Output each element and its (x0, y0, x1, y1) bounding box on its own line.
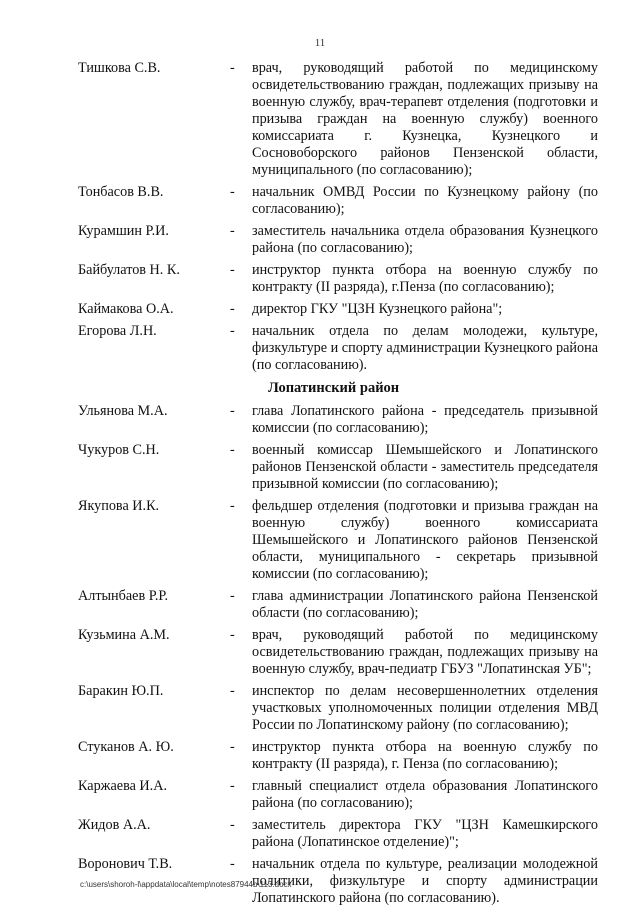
member-position: начальник отдела по культуре, реализации молодежной политики, физкультуре и спорту администрации Лопатинского района (по согласованию). (252, 856, 598, 906)
member-entry (78, 588, 598, 622)
member-name: Жидов А.А. (78, 817, 151, 833)
dash-separator: - (230, 588, 235, 604)
commission-member-list (78, 60, 598, 912)
dash-separator: - (230, 60, 235, 76)
member-position: директор ГКУ "ЦЗН Кузнецкого района"; (252, 301, 503, 317)
member-position: врач, руководящий работой по медицинскому освидетельствованию граждан, подлежащих призыву на военную службу, врач-терапевт отделения (подготовки и призыва граждан на военную службу) военного комиссариата г. Кузнецка, Кузнецкого и Сосновоборского районов Пензенской области, муниципального (по согласованию); (252, 60, 598, 178)
member-name: Байбулатов Н. К. (78, 262, 180, 278)
dash-separator: - (230, 856, 235, 872)
member-name: Тишкова С.В. (78, 60, 161, 76)
member-entry (78, 262, 598, 296)
dash-separator: - (230, 262, 235, 278)
member-position: начальник отдела по делам молодежи, культуре, физкультуре и спорту администрации Кузнецкого района (по согласованию). (252, 323, 598, 373)
dash-separator: - (230, 778, 235, 794)
member-entry (78, 739, 598, 773)
member-position: главный специалист отдела образования Лопатинского района (по согласованию); (252, 778, 598, 811)
member-entry (78, 817, 598, 851)
member-entry (78, 223, 598, 257)
dash-separator: - (230, 627, 235, 643)
file-path-footer: c:\users\shoroh-l\appdata\local\temp\notes87944b\113.docx (80, 880, 292, 889)
member-name: Ульянова М.А. (78, 403, 168, 419)
member-position: заместитель начальника отдела образования Кузнецкого района (по согласованию); (252, 223, 598, 256)
dash-separator: - (230, 184, 235, 200)
member-name: Кузьмина А.М. (78, 627, 170, 643)
dash-separator: - (230, 498, 235, 514)
page-number: 11 (314, 37, 326, 49)
member-position: военный комиссар Шемышейского и Лопатинского районов Пензенской области - заместитель председателя призывной комиссии (по согласованию); (252, 442, 598, 492)
member-position: глава Лопатинского района - председатель призывной комиссии (по согласованию); (252, 403, 598, 436)
member-name: Стуканов А. Ю. (78, 739, 174, 755)
member-name: Якупова И.К. (78, 498, 160, 514)
member-entry (78, 627, 598, 678)
dash-separator: - (230, 739, 235, 755)
member-entry (78, 184, 598, 218)
member-entry (78, 498, 598, 583)
member-position: инспектор по делам несовершеннолетних отделения участковых уполномоченных полиции отделения МВД России по Лопатинскому району (по согласованию); (252, 683, 598, 733)
member-name: Егорова Л.Н. (78, 323, 157, 339)
member-entry (78, 301, 598, 318)
member-name: Чукуров С.Н. (78, 442, 160, 458)
dash-separator: - (230, 223, 235, 239)
member-position: начальник ОМВД России по Кузнецкому району (по согласованию); (252, 184, 598, 217)
kuznetsk-members (78, 60, 598, 374)
member-position: инструктор пункта отбора на военную службу по контракту (II разряда), г.Пенза (по согласованию); (252, 262, 598, 295)
member-entry (78, 778, 598, 812)
member-entry (78, 60, 598, 179)
member-entry (78, 683, 598, 734)
dash-separator: - (230, 442, 235, 458)
dash-separator: - (230, 323, 235, 339)
member-position: глава администрации Лопатинского района Пензенской области (по согласованию); (252, 588, 598, 621)
member-name: Тонбасов В.В. (78, 184, 164, 200)
member-name: Курамшин Р.И. (78, 223, 169, 239)
member-name: Каймакова О.А. (78, 301, 174, 317)
member-entry (78, 323, 598, 374)
member-position: заместитель директора ГКУ "ЦЗН Камешкирского района (Лопатинское отделение)"; (252, 817, 598, 850)
member-name: Воронович Т.В. (78, 856, 173, 872)
member-name: Баракин Ю.П. (78, 683, 164, 699)
member-name: Каржаева И.А. (78, 778, 168, 794)
member-position: фельдшер отделения (подготовки и призыва граждан на военную службу) военного комиссариата Шемышейского и Лопатинского районов Пензенской области, муниципального - секретарь призывной комиссии (по согласованию); (252, 498, 598, 582)
member-name: Алтынбаев Р.Р. (78, 588, 169, 604)
member-position: инструктор пункта отбора на военную службу по контракту (II разряда), г. Пенза (по согласованию); (252, 739, 598, 772)
dash-separator: - (230, 301, 235, 317)
member-position: врач, руководящий работой по медицинскому освидетельствованию граждан, подлежащих призыву на военную службу, врач-педиатр ГБУЗ "Лопатинская УБ"; (252, 627, 598, 677)
member-entry (78, 442, 598, 493)
dash-separator: - (230, 817, 235, 833)
dash-separator: - (230, 403, 235, 419)
lopatino-members (78, 403, 598, 907)
member-entry (78, 403, 598, 437)
dash-separator: - (230, 683, 235, 699)
section-title: Лопатинский район (268, 380, 400, 396)
